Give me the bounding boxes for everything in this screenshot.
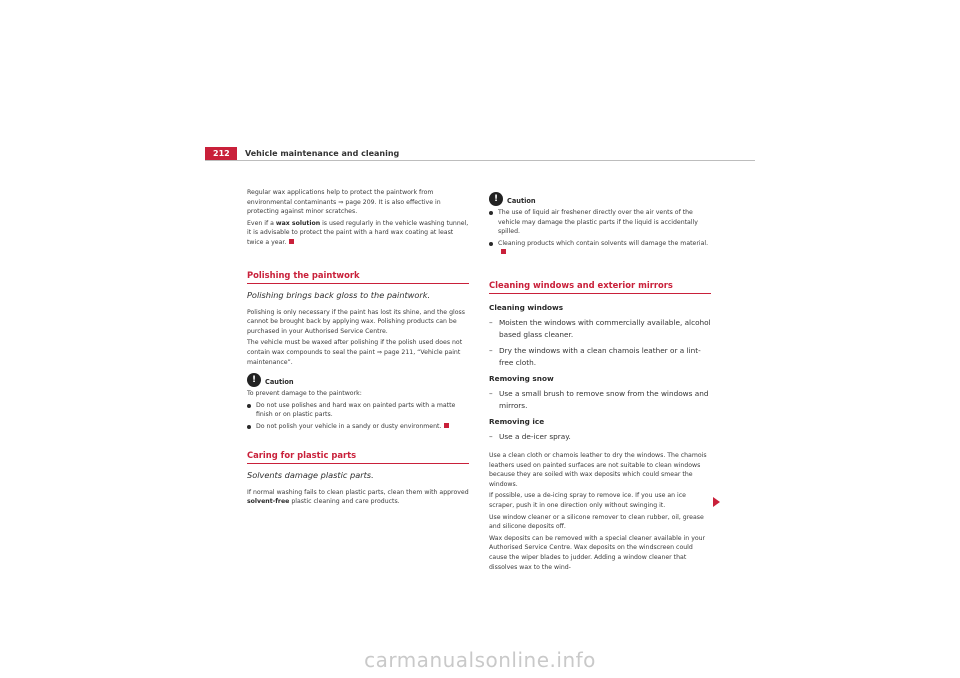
instruction-step <box>489 388 711 412</box>
subheading-removing-ice: Removing ice <box>489 416 545 426</box>
continue-arrow-icon <box>713 497 720 507</box>
windows-instructions <box>489 302 711 443</box>
text-fragment: Even if a <box>247 219 276 227</box>
instruction-step <box>489 345 711 369</box>
solvent-free-term: solvent-free <box>247 498 290 506</box>
dash-marker: – <box>489 317 493 327</box>
step-text: Moisten the windows with commercially available, alcohol based glass cleaner. <box>499 317 711 339</box>
watermark: carmanualsonline.info <box>364 648 596 672</box>
caution-heading <box>489 192 711 206</box>
caution-intro: To prevent damage to the paintwork: <box>247 390 362 398</box>
page-number: 212 <box>205 147 237 161</box>
instruction-step <box>489 317 711 341</box>
section-title-windows: Cleaning windows and exterior mirrors <box>489 280 711 294</box>
step-text: Dry the windows with a clean chamois leather or a lint-free cloth. <box>499 345 701 367</box>
header-divider <box>205 160 755 161</box>
polishing-paragraph-1: Polishing is only necessary if the paint has lost its shine, and the gloss cannot be brought back by applying wax. Polishing products can be purchased in your Authorised Service Centre. <box>247 308 465 335</box>
bullet-text: Do not polish your vehicle in a sandy or dusty environment. <box>256 422 442 430</box>
wax-solution-paragraph <box>247 219 469 248</box>
dash-marker: – <box>489 345 493 355</box>
polishing-paragraph-2: The vehicle must be waxed after polishing if the polish used does not contain wax compounds to seal the paint ⇒ page 211, “Vehicle paint maintenance”. <box>247 339 463 366</box>
caution-heading <box>247 373 469 387</box>
dash-marker: – <box>489 388 493 398</box>
warning-icon: ! <box>489 192 503 206</box>
section-subtitle-plastic: Solvents damage plastic parts. <box>247 469 374 480</box>
subheading-removing-snow: Removing snow <box>489 373 554 383</box>
windows-paragraph-4: Wax deposits can be removed with a special cleaner available in your Authorised Service Centre. Wax deposits on the windscreen could cause the wiper blades to judder. Adding a window cleaner that dissolves wax to the wind- <box>489 534 706 571</box>
wax-intro-paragraph: Regular wax applications help to protect the paintwork from environmental contaminants ⇒ page 209. It is also effective in protecting against minor scratches. <box>247 189 441 216</box>
plastic-paragraph <box>247 488 469 507</box>
section-title-plastic: Caring for plastic parts <box>247 450 469 464</box>
wax-solution-term: wax solution <box>275 219 321 227</box>
windows-paragraph-3: Use window cleaner or a silicone remover to clean rubber, oil, grease and silicone deposits off. <box>489 513 704 531</box>
windows-paragraph-1: Use a clean cloth or chamois leather to dry the windows. The chamois leathers used on painted surfaces are not suitable to clean windows because they are soiled with wax deposits which could smear the windows. <box>489 451 707 488</box>
text-fragment: plastic cleaning and care products. <box>289 498 400 506</box>
text-fragment: If normal washing fails to clean plastic parts, clean them with approved <box>247 488 469 496</box>
subheading-cleaning-windows: Cleaning windows <box>489 302 564 312</box>
warning-icon: ! <box>247 373 261 387</box>
caution-bullet <box>489 239 711 258</box>
step-text: Use a small brush to remove snow from the windows and mirrors. <box>499 388 709 410</box>
dash-marker: – <box>489 431 493 441</box>
step-text: Use a de-icer spray. <box>499 431 571 441</box>
windows-paragraph-2: If possible, use a de-icing spray to remove ice. If you use an ice scraper, push it in one direction only without swinging it. <box>489 492 686 509</box>
text-fragment: is used regularly in the vehicle washing tunnel, it is advisable to protect the paint with a hard wax coating at least twice a year. <box>247 219 469 246</box>
caution-label: Caution <box>265 378 294 387</box>
section-title-polishing: Polishing the paintwork <box>247 270 469 284</box>
end-of-section-marker <box>289 239 294 244</box>
instruction-step <box>489 431 711 443</box>
left-column <box>247 188 469 509</box>
caution-bullet <box>247 422 469 432</box>
bullet-text: Cleaning products which contain solvents will damage the material. <box>498 239 709 247</box>
end-of-section-marker <box>501 249 506 254</box>
section-subtitle-polishing: Polishing brings back gloss to the paintwork. <box>247 289 431 300</box>
right-column <box>489 192 711 574</box>
caution-label: Caution <box>507 197 536 205</box>
end-of-section-marker <box>444 423 449 428</box>
caution-bullet: Do not use polishes and hard wax on painted parts with a matte finish or on plastic parts. <box>247 401 469 420</box>
caution-bullet: The use of liquid air freshener directly over the air vents of the vehicle may damage the plastic parts if the liquid is accidentally spilled. <box>489 208 711 237</box>
page-header-title: Vehicle maintenance and cleaning <box>245 149 400 158</box>
